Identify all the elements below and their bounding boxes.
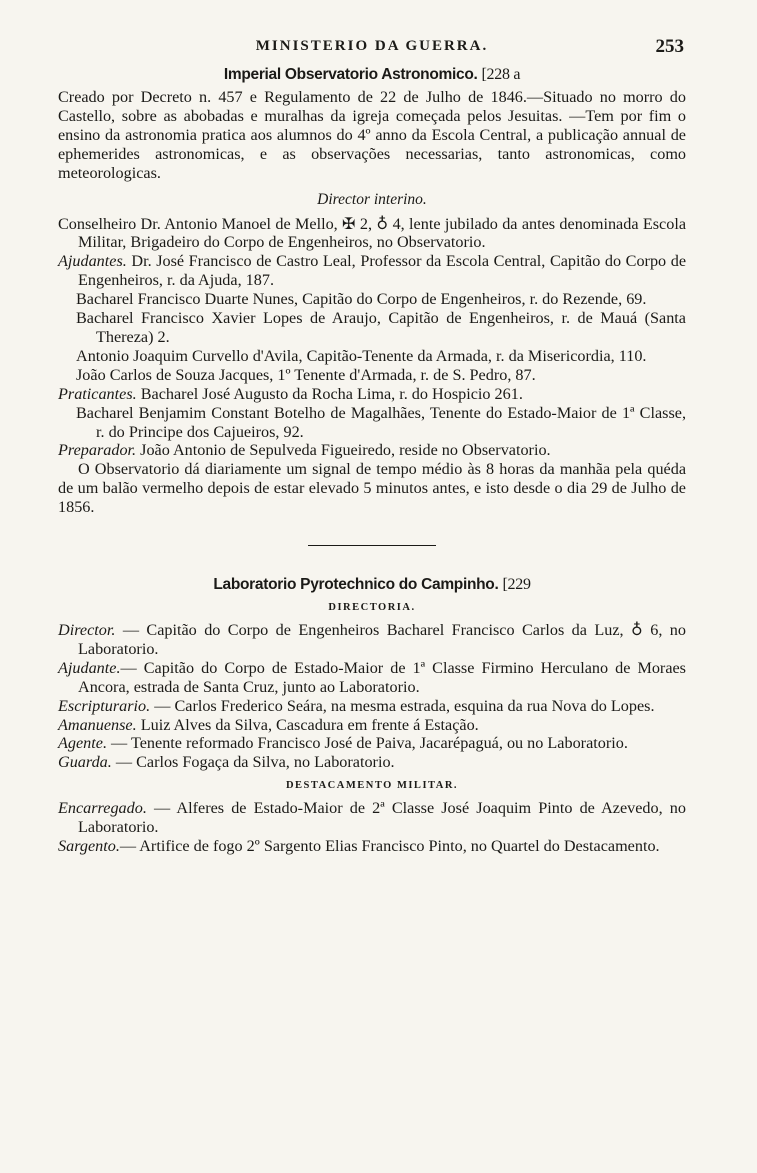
staff-entry: Amanuense. Luiz Alves da Silva, Cascadura em frente á Estação. [58,715,479,734]
section-divider [308,545,436,546]
staff-entry: João Carlos de Souza Jacques, 1º Tenente d'Armada, r. de S. Pedro, 87. [76,365,536,384]
laboratorio-title: Laboratorio Pyrotechnico do Campinho. [229 [213,576,531,594]
staff-entry: Preparador. João Antonio de Sepulveda Figueiredo, reside no Observatorio. [58,441,551,460]
destacamento-list [58,799,686,856]
staff-entry: Antonio Joaquim Curvello d'Avila, Capitão-Tenente da Armada, r. da Misericordia, 110. [76,346,647,365]
directoria-list [58,621,686,772]
staff-entry: Bacharel Francisco Xavier Lopes de Araujo, Capitão de Engenheiros, r. de Mauá (Santa Thereza) 2. [76,309,686,346]
page-number: 253 [655,36,684,57]
staff-entry: Ajudante.— Capitão do Corpo de Estado-Maior de 1ª Classe Firmino Herculano de Moraes Ancora, estrada de Santa Cruz, junto ao Laboratorio. [58,658,686,696]
directoria-heading: DIRECTORIA. [328,602,416,614]
destacamento-heading: DESTACAMENTO MILITAR. [285,780,459,792]
staff-entry: Director. — Capitão do Corpo de Engenheiros Bacharel Francisco Carlos da Luz, ♁ 6, no Laboratorio. [58,621,686,658]
observatorio-intro: Creado por Decreto n. 457 e Regulamento de 22 de Julho de 1846.—Situado no morro do Castello, sobre as abobadas e muralhas da igreja começada pelos Jesuitas. —Tem por fim o ensino da astronomia pratica aos alumnos do 4º anno da Escola Central, a publicação annual de ephemerides astronomicas, e as observações necessarias, tanto astronomicas, como meteorologicas. [58,88,686,182]
document-page [58,34,686,856]
running-header [58,34,686,62]
observatorio-time-signal-notice: O Observatorio dá diariamente um signal de tempo médio às 8 horas da manhãa pela quéda de um balão vermelho depois de estar elevado 5 minutos antes, e isto desde o dia 29 de Julho de 1856. [58,460,686,517]
staff-entry: Ajudantes. Dr. José Francisco de Castro Leal, Professor da Escola Central, Capitão do Corpo de Engenheiros, r. da Ajuda, 187. [58,252,686,290]
staff-entry: Encarregado. — Alferes de Estado-Maior de 2ª Classe José Joaquim Pinto de Azevedo, no Laboratorio. [58,799,686,837]
observatorio-ref: [228 a [481,66,521,83]
staff-entry: Agente. — Tenente reformado Francisco José de Paiva, Jacarépaguá, ou no Laboratorio. [58,734,628,753]
observatorio-subheading: Director interino. [317,190,427,208]
staff-entry: Escripturario. — Carlos Frederico Seára, na mesma estrada, esquina da rua Nova do Lopes. [58,696,655,715]
staff-entry: Conselheiro Dr. Antonio Manoel de Mello, ✠ 2, ♁ 4, lente jubilado da antes denominada Escola Militar, Brigadeiro do Corpo de Engenheiros, no Observatorio. [58,214,686,252]
laboratorio-section [58,576,686,856]
staff-entry: Bacharel Francisco Duarte Nunes, Capitão do Corpo de Engenheiros, r. do Rezende, 69. [76,290,647,309]
staff-entry: Guarda. — Carlos Fogaça da Silva, no Laboratorio. [58,753,395,772]
observatorio-section [58,66,686,517]
observatorio-staff-list [58,215,686,461]
staff-entry: Bacharel Benjamim Constant Botelho de Magalhães, Tenente do Estado-Maior de 1ª Classe, r. do Principe dos Cajueiros, 92. [76,403,686,441]
staff-entry: Sargento.— Artifice de fogo 2º Sargento Elias Francisco Pinto, no Quartel do Destacamento. [58,837,660,856]
observatorio-title: Imperial Observatorio Astronomico. [228 a [223,66,521,83]
staff-entry: Praticantes. Bacharel José Augusto da Rocha Lima, r. do Hospicio 261. [58,384,523,403]
laboratorio-ref: [229 [502,576,531,594]
header-title: MINISTERIO DA GUERRA. [255,38,489,54]
